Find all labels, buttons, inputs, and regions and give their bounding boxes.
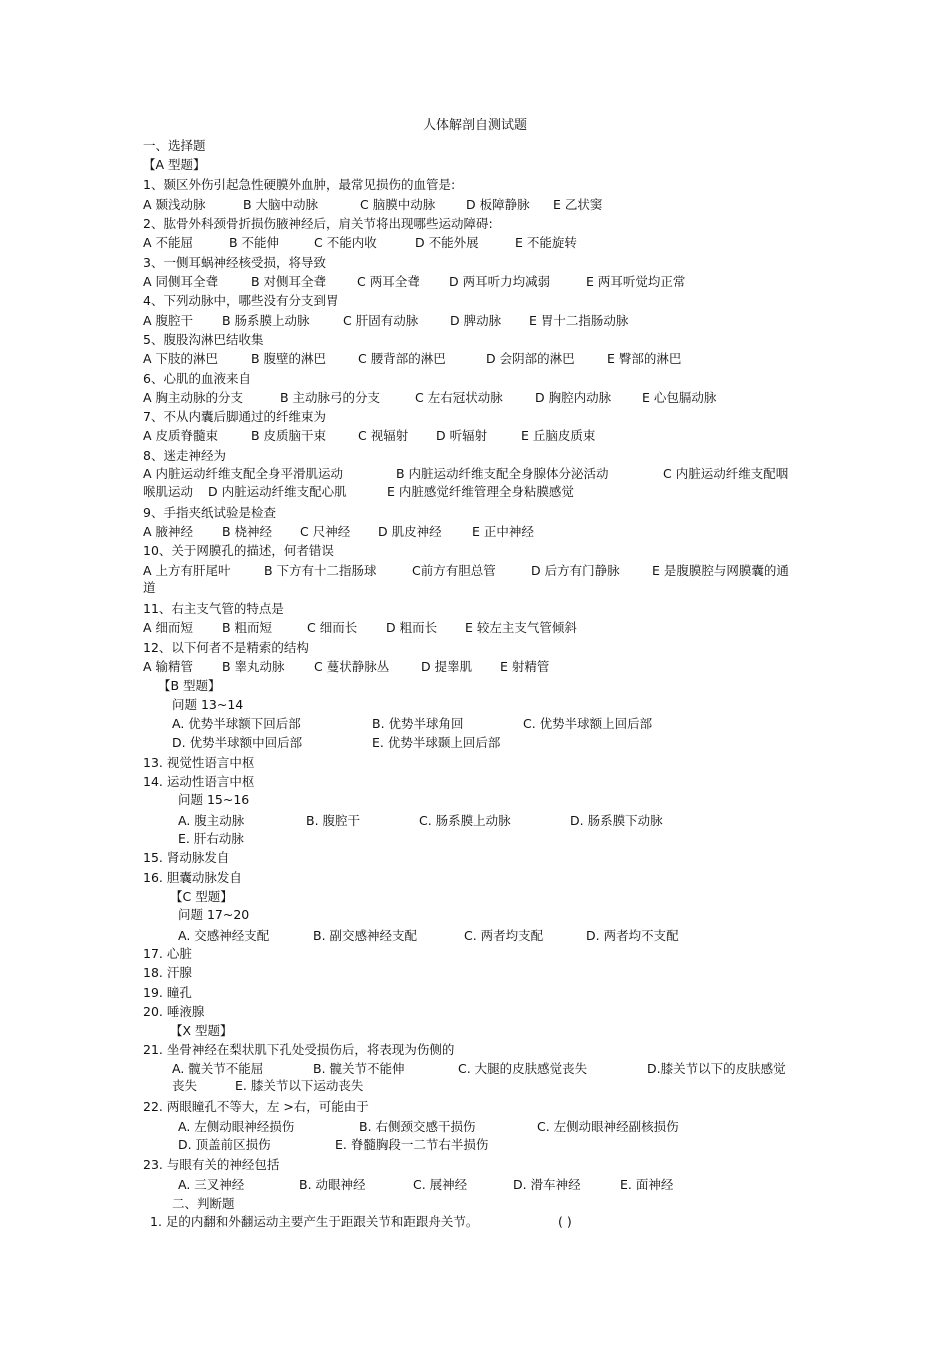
answer-option: E 乙状窦: [553, 197, 603, 212]
line-text: 22. 两眼瞳孔不等大，左 >右，可能由于: [143, 1099, 369, 1114]
answer-option: C 蔓状静脉丛: [314, 659, 390, 674]
answer-option: B 皮质脑干束: [251, 428, 327, 443]
text-line: [143, 1157, 279, 1173]
answer-option: A 内脏运动纤维支配全身平滑肌运动: [143, 466, 344, 481]
answer-option: D 板障静脉: [466, 197, 530, 212]
answer-option: A. 左侧动眼神经损伤: [178, 1119, 295, 1134]
answer-option: 丧失: [172, 1078, 198, 1093]
answer-option: A. 髋关节不能屈: [172, 1061, 264, 1076]
text-line: [143, 774, 254, 790]
text-line: [143, 524, 534, 540]
answer-option: E 心包膈动脉: [642, 390, 717, 405]
answer-option: D 提睾肌: [421, 659, 473, 674]
answer-option: B 睾丸动脉: [222, 659, 285, 674]
text-line: [143, 235, 577, 251]
answer-option: A 颞浅动脉: [143, 197, 206, 212]
answer-option: B 下方有十二指肠球: [264, 563, 377, 578]
answer-option: B 主动脉弓的分支: [280, 390, 381, 405]
answer-option: A 上方有肝尾叶: [143, 563, 231, 578]
answer-option: C 腰背部的淋巴: [358, 351, 446, 366]
line-text: 6、心肌的血液来自: [143, 371, 251, 386]
answer-option: C 尺神经: [300, 524, 351, 539]
answer-option: ( ): [558, 1214, 572, 1229]
answer-option: D 会阴部的淋巴: [486, 351, 575, 366]
answer-option: C 脑膜中动脉: [360, 197, 436, 212]
text-line: [143, 390, 716, 406]
text-line: [170, 889, 233, 905]
text-line: [143, 946, 192, 962]
answer-option: B. 动眼神经: [299, 1177, 366, 1192]
answer-option: D. 滑车神经: [513, 1177, 581, 1192]
line-text: 5、腹股沟淋巴结收集: [143, 332, 264, 347]
answer-option: E 丘脑皮质束: [521, 428, 596, 443]
answer-option: B 桡神经: [222, 524, 273, 539]
line-text: 9、手指夹纸试验是检查: [143, 505, 276, 520]
answer-option: B 内脏运动纤维支配全身腺体分泌活动: [396, 466, 609, 481]
answer-option: 1. 足的内翻和外翻运动主要产生于距跟关节和距跟舟关节。: [150, 1214, 479, 1229]
answer-option: E. 优势半球颞上回后部: [372, 735, 501, 750]
answer-option: E 不能旋转: [515, 235, 577, 250]
answer-option: A. 优势半球额下回后部: [172, 716, 301, 731]
text-line: [143, 659, 549, 675]
line-text: 3、一侧耳蜗神经核受损，将导致: [143, 255, 326, 270]
text-line: [172, 1196, 235, 1212]
line-text: 18. 汗腺: [143, 965, 192, 980]
text-line: [143, 755, 254, 771]
answer-option: A. 腹主动脉: [178, 813, 245, 828]
text-line: [178, 1177, 673, 1193]
line-text: 14. 运动性语言中枢: [143, 774, 255, 789]
answer-option: E. 脊髓胸段一二节右半损伤: [335, 1137, 489, 1152]
text-line: [172, 1078, 363, 1094]
answer-option: E. 面神经: [620, 1177, 674, 1192]
text-line: [172, 716, 652, 732]
answer-option: E 射精管: [500, 659, 550, 674]
answer-option: D.膝关节以下的皮肤感觉: [647, 1061, 786, 1076]
answer-option: C 左右冠状动脉: [415, 390, 503, 405]
answer-option: D 胸腔内动脉: [535, 390, 612, 405]
answer-option: D 听辐射: [436, 428, 488, 443]
text-line: [143, 138, 206, 154]
answer-option: E 臀部的淋巴: [607, 351, 682, 366]
answer-option: E. 膝关节以下运动丧失: [235, 1078, 364, 1093]
text-line: [143, 216, 493, 232]
line-text: 问题 17~20: [178, 907, 250, 922]
text-line: [143, 985, 192, 1001]
text-line: [143, 505, 276, 521]
answer-option: D 肌皮神经: [378, 524, 442, 539]
line-text: 8、迷走神经为: [143, 448, 226, 463]
text-line: [143, 448, 226, 464]
text-line: [143, 371, 251, 387]
answer-option: E 胃十二指肠动脉: [529, 313, 629, 328]
line-text: 23. 与眼有关的神经包括: [143, 1157, 280, 1172]
line-text: 【B 型题】: [158, 678, 221, 693]
answer-option: A 腋神经: [143, 524, 194, 539]
answer-option: B. 腹腔干: [306, 813, 361, 828]
answer-option: C 细而长: [307, 620, 358, 635]
text-line: [172, 697, 243, 713]
answer-option: B. 副交感神经支配: [313, 928, 418, 943]
text-line: [143, 332, 263, 348]
text-line: [170, 1023, 233, 1039]
answer-option: B 大脑中动脉: [243, 197, 319, 212]
text-line: [172, 1061, 786, 1077]
line-text: 13. 视觉性语言中枢: [143, 755, 255, 770]
answer-option: C. 展神经: [413, 1177, 468, 1192]
answer-option: A 输精管: [143, 659, 194, 674]
answer-option: C. 肠系膜上动脉: [419, 813, 511, 828]
line-text: 16. 胆囊动脉发自: [143, 870, 242, 885]
text-line: [143, 255, 326, 271]
text-line: [143, 409, 326, 425]
line-text: 11、右主支气管的特点是: [143, 601, 284, 616]
line-text: 2、肱骨外科颈骨折损伤腋神经后，肩关节将出现哪些运动障碍:: [143, 216, 493, 231]
answer-option: B 不能伸: [229, 235, 280, 250]
text-line: [178, 1137, 488, 1153]
answer-option: D. 优势半球额中回后部: [172, 735, 303, 750]
answer-option: C前方有胆总管: [412, 563, 496, 578]
answer-option: E 较左主支气管倾斜: [465, 620, 577, 635]
page-title: 人体解剖自测试题: [422, 118, 527, 133]
line-text: 一、选择题: [143, 138, 206, 153]
text-line: [172, 735, 500, 751]
line-text: 19. 瞳孔: [143, 985, 192, 1000]
text-line: [178, 928, 679, 944]
text-line: [143, 850, 229, 866]
text-line: [143, 157, 206, 173]
text-line: [158, 678, 221, 694]
line-text: 1、颞区外伤引起急性硬膜外血肿，最常见损伤的血管是:: [143, 177, 456, 192]
answer-option: D 内脏运动纤维支配心肌: [208, 484, 347, 499]
answer-option: B. 右侧颈交感干损伤: [359, 1119, 476, 1134]
answer-option: B 腹壁的淋巴: [251, 351, 327, 366]
line-text: 15. 肾动脉发自: [143, 850, 230, 865]
answer-option: E 两耳听觉均正常: [586, 274, 686, 289]
answer-option: B 肠系膜上动脉: [222, 313, 310, 328]
answer-option: D 脾动脉: [450, 313, 502, 328]
text-line: [143, 640, 309, 656]
answer-option: C 肝固有动脉: [343, 313, 419, 328]
answer-option: B. 髋关节不能伸: [313, 1061, 405, 1076]
answer-option: C. 大腿的皮肤感觉丧失: [458, 1061, 588, 1076]
line-text: 21. 坐骨神经在梨状肌下孔处受损伤后，将表现为伤侧的: [143, 1042, 455, 1057]
answer-option: C 两耳全聋: [357, 274, 420, 289]
text-line: [143, 1099, 369, 1115]
text-line: [143, 870, 242, 886]
answer-option: A 皮质脊髓束: [143, 428, 219, 443]
text-line: [143, 1004, 204, 1020]
answer-option: D. 肠系膜下动脉: [570, 813, 663, 828]
text-line: [143, 543, 334, 559]
line-text: 问题 15~16: [178, 792, 250, 807]
line-text: 12、以下何者不是精索的结构: [143, 640, 309, 655]
line-text: 道: [143, 580, 156, 595]
text-line: [143, 274, 685, 290]
text-line: [178, 792, 249, 808]
answer-option: A 下肢的淋巴: [143, 351, 219, 366]
text-line: [143, 428, 595, 444]
answer-option: A 胸主动脉的分支: [143, 390, 244, 405]
answer-option: E 正中神经: [472, 524, 534, 539]
text-line: [143, 601, 284, 617]
text-line: [143, 351, 681, 367]
answer-option: E 内脏感觉纤维管理全身粘膜感觉: [387, 484, 574, 499]
line-text: 【X 型题】: [170, 1023, 233, 1038]
text-line: [178, 1119, 679, 1135]
answer-option: 喉肌运动: [143, 484, 194, 499]
answer-option: A 不能屈: [143, 235, 194, 250]
answer-option: C 不能内收: [314, 235, 377, 250]
answer-option: B 对侧耳全聋: [251, 274, 327, 289]
answer-option: D 两耳听力均减弱: [449, 274, 551, 289]
text-line: [178, 831, 244, 847]
text-line: [178, 907, 249, 923]
answer-option: C. 左侧动眼神经副核损伤: [537, 1119, 679, 1134]
answer-option: D 后方有门静脉: [531, 563, 620, 578]
line-text: E. 肝右动脉: [178, 831, 244, 846]
answer-option: D. 两者均不支配: [586, 928, 679, 943]
line-text: 10、关于网膜孔的描述，何者错误: [143, 543, 334, 558]
answer-option: D. 顶盖前区损伤: [178, 1137, 271, 1152]
line-text: 20. 唾液腺: [143, 1004, 205, 1019]
text-line: [143, 177, 455, 193]
line-text: 7、不从内囊后脚通过的纤维束为: [143, 409, 326, 424]
text-line: [143, 197, 602, 213]
answer-option: C 内脏运动纤维支配咽: [663, 466, 789, 481]
answer-option: A 腹腔干: [143, 313, 194, 328]
answer-option: A. 交感神经支配: [178, 928, 270, 943]
line-text: 二、判断题: [172, 1196, 235, 1211]
answer-option: A 同侧耳全聋: [143, 274, 219, 289]
answer-option: D 不能外展: [415, 235, 479, 250]
text-line: [143, 484, 574, 500]
line-text: 问题 13~14: [172, 697, 244, 712]
answer-option: E 是腹膜腔与网膜囊的通: [652, 563, 789, 578]
text-line: [143, 293, 338, 309]
text-line: [143, 580, 156, 596]
text-line: [150, 1214, 572, 1230]
line-text: 17. 心脏: [143, 946, 192, 961]
answer-option: A 细而短: [143, 620, 194, 635]
line-text: 【A 型题】: [143, 157, 206, 172]
answer-option: A. 三叉神经: [178, 1177, 245, 1192]
answer-option: C 视辐射: [358, 428, 409, 443]
answer-option: B. 优势半球角回: [372, 716, 464, 731]
answer-option: D 粗而长: [386, 620, 438, 635]
text-line: [178, 813, 663, 829]
text-line: [143, 563, 789, 579]
text-line: [143, 620, 577, 636]
text-line: [143, 1042, 454, 1058]
line-text: 【C 型题】: [170, 889, 233, 904]
text-line: [143, 965, 192, 981]
answer-option: C. 优势半球额上回后部: [523, 716, 653, 731]
line-text: 4、下列动脉中，哪些没有分支到胃: [143, 293, 339, 308]
answer-option: B 粗而短: [222, 620, 273, 635]
answer-option: C. 两者均支配: [464, 928, 544, 943]
text-line: [143, 313, 628, 329]
text-line: [143, 466, 788, 482]
